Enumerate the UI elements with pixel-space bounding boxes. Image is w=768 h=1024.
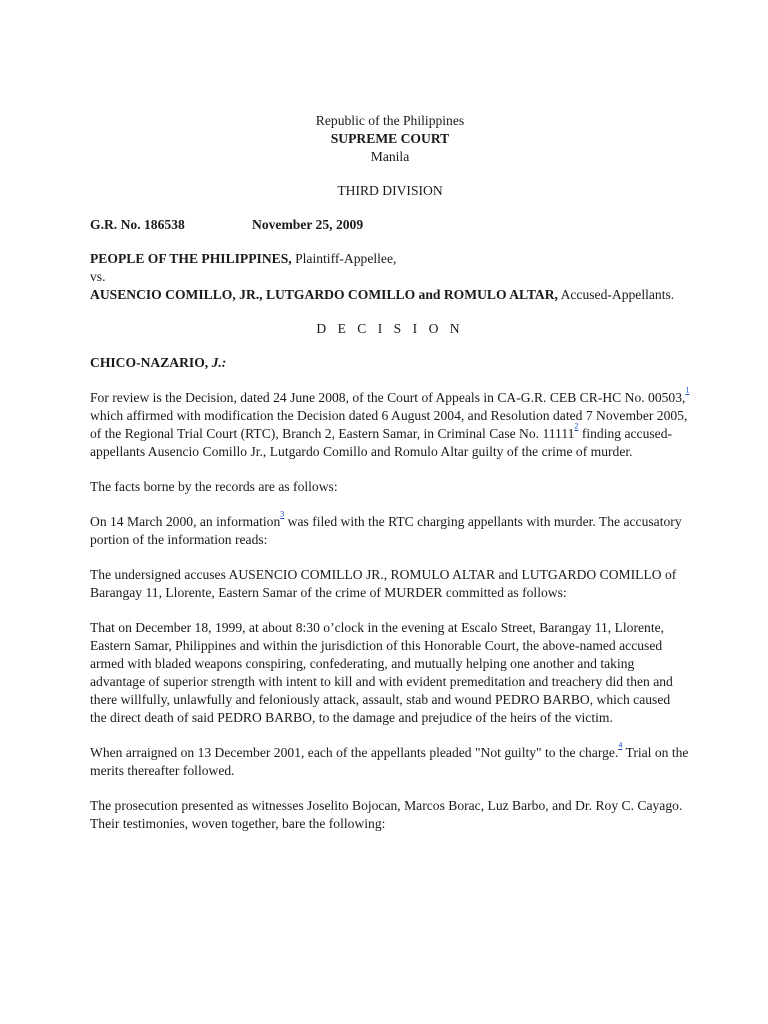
republic-line: Republic of the Philippines xyxy=(315,113,465,128)
footnote-link-1[interactable]: 1 xyxy=(685,385,690,395)
parties-block xyxy=(90,250,690,304)
paragraph-review xyxy=(90,385,690,461)
accused-names: AUSENCIO COMILLO, JR., LUTGARDO COMILLO and ROMULO ALTAR, xyxy=(90,287,558,302)
plaintiff-name: PEOPLE OF THE PHILIPPINES, xyxy=(90,251,292,266)
footnote-link-3[interactable]: 3 xyxy=(280,509,285,519)
paragraph-text: When arraigned on 13 December 2001, each of the appellants pleaded "Not guilty" to the charge. xyxy=(90,745,619,760)
case-number-line xyxy=(90,216,690,234)
ponente-line xyxy=(90,354,690,372)
paragraph-text: For review is the Decision, dated 24 June 2008, of the Court of Appeals in CA-G.R. CEB CR-HC No. 00503, xyxy=(90,390,686,405)
division-line: THIRD DIVISION xyxy=(337,183,443,198)
ponente-title: J.: xyxy=(208,355,227,370)
paragraph-text: was filed with the RTC charging appellants with murder. The accusatory portion of the information reads: xyxy=(90,514,682,547)
paragraph-accusatory-portion: That on December 18, 1999, at about 8:30 o’clock in the evening at Escalo Street, Barangay 11, Llorente, Eastern Samar, Philippines and within the jurisdiction of this Honorable Court, the above-named accused armed with bladed weapons conspiring, confederating, and mutually helping one another and taking advantage of superior strength with intent to kill and with evident premeditation and treachery did then and there willfully, unlawfully and feloniously attack, assault, stab and wound PEDRO BARBO, which caused the direct death of said PEDRO BARBO, to the damage and prejudice of the heirs of the victim. xyxy=(90,620,673,725)
court-header xyxy=(90,112,690,200)
paragraph-arraignment xyxy=(90,740,690,780)
case-date: November 25, 2009 xyxy=(252,217,364,232)
paragraph-accusation: The undersigned accuses AUSENCIO COMILLO JR., ROMULO ALTAR and LUTGARDO COMILLO of Barangay 11, Llorente, Eastern Samar of the crime of MURDER committed as follows: xyxy=(90,567,677,600)
accused-role: Accused-Appellants. xyxy=(557,287,675,302)
paragraph-text: On 14 March 2000, an information xyxy=(90,514,281,529)
decision-body xyxy=(90,112,690,833)
court-name: SUPREME COURT xyxy=(330,131,450,146)
paragraph-text: which affirmed with modification the Decision dated 6 August 2004, and Resolution dated 7 November 2005, of the Regional Trial Court (RTC), Branch 2, Eastern Samar, in Criminal Case No. 11111 xyxy=(90,408,688,441)
footnote-link-4[interactable]: 4 xyxy=(618,740,623,750)
paragraph-text: finding accused-appellants Ausencio Comillo Jr., Lutgardo Comillo and Romulo Altar guilty of the crime of murder. xyxy=(90,426,673,459)
footnote-link-2[interactable]: 2 xyxy=(574,421,579,431)
decision-heading: D E C I S I O N xyxy=(316,321,464,336)
city-line: Manila xyxy=(370,149,410,164)
plaintiff-line xyxy=(90,250,690,268)
plaintiff-role: Plaintiff-Appellee, xyxy=(291,251,397,266)
versus: vs. xyxy=(90,269,106,284)
paragraph-facts-intro: The facts borne by the records are as follows: xyxy=(90,479,338,494)
gr-number: G.R. No. 186538 xyxy=(90,217,185,232)
accused-line xyxy=(90,286,690,304)
paragraph-information xyxy=(90,509,690,549)
paragraph-prosecution-witnesses: The prosecution presented as witnesses Joselito Bojocan, Marcos Borac, Luz Barbo, and Dr. Roy C. Cayago. Their testimonies, woven together, bare the following: xyxy=(90,798,683,831)
paragraph-text: Trial on the merits thereafter followed. xyxy=(90,745,689,778)
ponente-name: CHICO-NAZARIO, xyxy=(90,355,209,370)
